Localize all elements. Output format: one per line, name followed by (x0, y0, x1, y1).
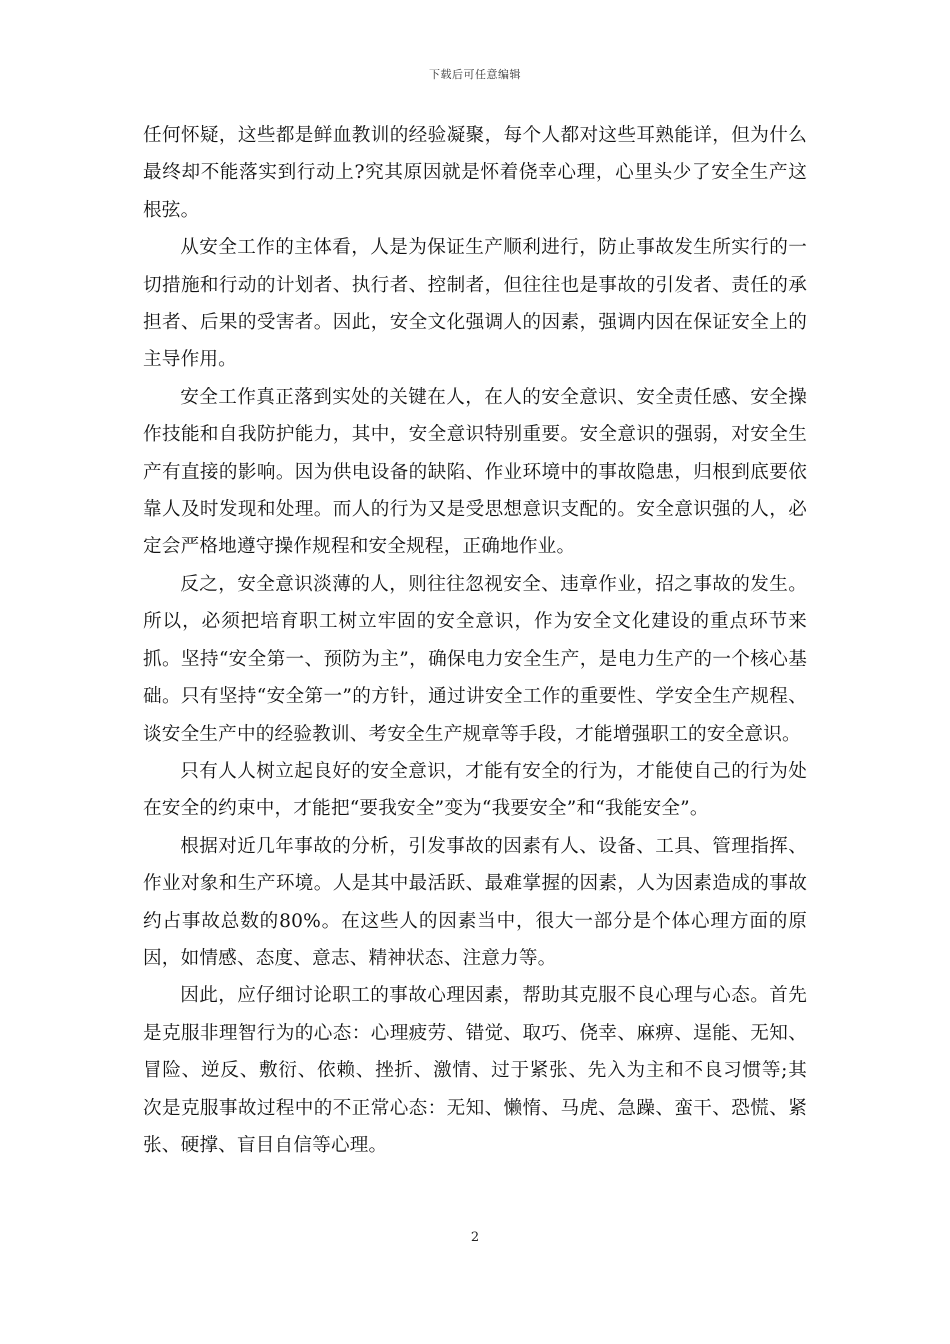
page-header: 下载后可任意编辑 (429, 68, 521, 81)
document-body (143, 117, 807, 1164)
page-number: 2 (470, 1230, 480, 1245)
paragraph: 根据对近几年事故的分析，引发事故的因素有人、设备、工具、管理指挥、作业对象和生产环境。人是其中最活跃、最难掌握的因素，人为因素造成的事故约占事故总数的80%。在这些人的因素当中，很大一部分是个体心理方面的原因，如情感、态度、意志、精神状态、注意力等。 (143, 835, 807, 969)
paragraph: 反之，安全意识淡薄的人，则往往忽视安全、违章作业，招之事故的发生。所以，必须把培育职工树立牢固的安全意识，作为安全文化建设的重点环节来抓。坚持“安全第一、预防为主”，确保电力安全生产，是电力生产的一个核心基础。只有坚持“安全第一”的方针，通过讲安全工作的重要性、学安全生产规程、谈安全生产中的经验教训、考安全生产规章等手段，才能增强职工的安全意识。 (143, 573, 807, 745)
paragraph: 从安全工作的主体看，人是为保证生产顺利进行，防止事故发生所实行的一切措施和行动的计划者、执行者、控制者，但往往也是事故的引发者、责任的承担者、后果的受害者。因此，安全文化强调人的因素，强调内因在保证安全上的主导作用。 (143, 237, 807, 371)
paragraph: 只有人人树立起良好的安全意识，才能有安全的行为，才能使自己的行为处在安全的约束中，才能把“要我安全”变为“我要安全”和“我能安全”。 (143, 760, 807, 820)
paragraph: 安全工作真正落到实处的关键在人，在人的安全意识、安全责任感、安全操作技能和自我防护能力，其中，安全意识特别重要。安全意识的强弱，对安全生产有直接的影响。因为供电设备的缺陷、作业环境中的事故隐患，归根到底要依靠人及时发现和处理。而人的行为又是受思想意识支配的。安全意识强的人，必定会严格地遵守操作规程和安全规程，正确地作业。 (143, 386, 807, 558)
paragraph: 因此，应仔细讨论职工的事故心理因素，帮助其克服不良心理与心态。首先是克服非理智行为的心态：心理疲劳、错觉、取巧、侥幸、麻痹、逞能、无知、冒险、逆反、敷衍、依赖、挫折、激情、过于紧张、先入为主和不良习惯等;其次是克服事故过程中的不正常心态：无知、懒惰、马虎、急躁、蛮干、恐慌、紧张、硬撑、盲目自信等心理。 (143, 985, 807, 1156)
paragraph: 任何怀疑，这些都是鲜血教训的经验凝聚，每个人都对这些耳熟能详，但为什么最终却不能落实到行动上?究其原因就是怀着侥幸心理，心里头少了安全生产这根弦。 (143, 125, 807, 221)
